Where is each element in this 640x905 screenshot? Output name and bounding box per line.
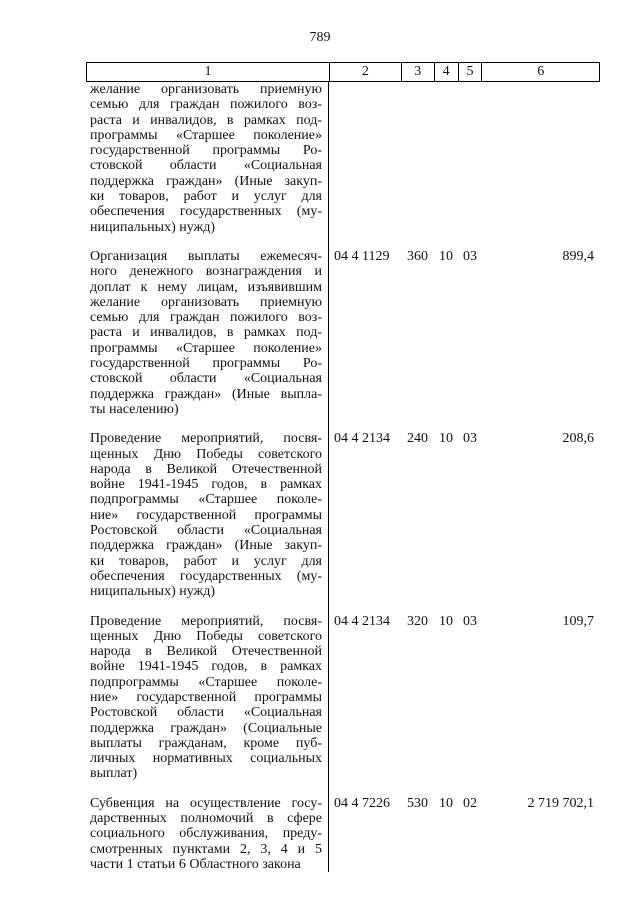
description-line: желание организовать приемную	[90, 294, 322, 310]
description-line: личных нормативных социальных	[90, 751, 322, 767]
row-description	[86, 614, 329, 782]
description-line: ного денежного вознаграждения и	[90, 264, 322, 280]
row-amount: 208,6	[562, 431, 594, 447]
row-description	[86, 82, 329, 235]
table-row	[86, 614, 600, 782]
description-line: ниципальных) нужд)	[90, 584, 215, 600]
row-code: 04 4 2134	[334, 431, 390, 447]
table-body	[86, 82, 600, 872]
description-line: Проведение мероприятий, посвя-	[90, 613, 322, 629]
header-col-1: 1	[204, 64, 212, 79]
row-subsection: 03	[463, 248, 477, 264]
table-row	[86, 431, 600, 599]
description-line: щенных Дню Победы советского	[90, 628, 322, 644]
description-line: подпрограммы «Старшее поколе-	[90, 674, 322, 690]
page-number: 789	[309, 30, 331, 45]
header-col-6: 6	[481, 63, 599, 81]
description-line: поддержка граждан» (Иные выпла-	[90, 386, 322, 402]
description-line: государственной программы Ро-	[90, 143, 322, 159]
row-expense-type: 360	[407, 248, 428, 264]
description-line: войне 1941-1945 годов, в рамках	[90, 477, 322, 493]
row-subsection: 03	[463, 431, 477, 447]
description-line: социального обслуживания, преду-	[90, 826, 322, 842]
budget-table	[86, 62, 600, 872]
description-line: обеспечения государственных (му-	[90, 204, 322, 220]
description-line: поддержка граждан» (Иные закуп-	[90, 538, 322, 554]
row-spacer	[86, 600, 600, 614]
description-line: войне 1941-1945 годов, в рамках	[90, 659, 322, 675]
description-line: Проведение мероприятий, посвя-	[90, 431, 322, 447]
description-line: ки товаров, работ и услуг для	[90, 553, 322, 569]
table-row	[86, 82, 600, 235]
description-line: народа в Великой Отечественной	[90, 644, 322, 660]
description-line: стовской области «Социальная	[90, 158, 322, 174]
description-line: стовской области «Социальная	[90, 371, 322, 387]
description-line: государственной программы Ро-	[90, 356, 322, 372]
description-line: Ростовской области «Социальная	[90, 523, 322, 539]
description-line: поддержка граждан» (Социальные	[90, 720, 322, 736]
row-section: 10	[439, 248, 453, 264]
description-line: раста и инвалидов, в рамках под-	[90, 325, 322, 341]
row-expense-type: 530	[407, 795, 428, 811]
description-line: ки товаров, работ и услуг для	[90, 189, 322, 205]
row-description	[86, 249, 329, 417]
description-line: семью для граждан пожилого воз-	[90, 97, 322, 113]
header-col-3: 3	[401, 63, 434, 81]
row-subsection: 03	[463, 613, 477, 629]
row-subsection: 02	[463, 795, 477, 811]
description-line: доплат к нему лицам, изъявившим	[90, 279, 322, 295]
row-spacer	[86, 782, 600, 796]
table-header	[86, 62, 600, 82]
row-amount: 899,4	[562, 248, 594, 264]
header-col-4: 4	[434, 63, 458, 81]
description-line: обеспечения государственных (му-	[90, 568, 322, 584]
description-line: части 1 статьи 6 Областного закона	[90, 856, 301, 872]
row-section: 10	[439, 613, 453, 629]
description-line: поддержка граждан» (Иные закуп-	[90, 173, 322, 189]
row-expense-type: 240	[407, 431, 428, 447]
row-section: 10	[439, 431, 453, 447]
description-line: подпрограммы «Старшее поколе-	[90, 492, 322, 508]
description-line: ниципальных) нужд)	[90, 219, 215, 235]
description-line: дарственных полномочий в сфере	[90, 811, 322, 827]
description-line: щенных Дню Победы советского	[90, 446, 322, 462]
table-row	[86, 249, 600, 417]
description-line: выплат)	[90, 766, 138, 782]
row-code: 04 4 2134	[334, 613, 390, 629]
row-description	[86, 796, 329, 872]
header-col-5: 5	[458, 63, 482, 81]
description-line: Ростовской области «Социальная	[90, 705, 322, 721]
description-line: семью для граждан пожилого воз-	[90, 310, 322, 326]
description-line: выплаты гражданам, кроме пуб-	[90, 735, 322, 751]
table-row	[86, 796, 600, 872]
description-line: народа в Великой Отечественной	[90, 461, 322, 477]
row-amount: 2 719 702,1	[527, 795, 594, 811]
row-section: 10	[439, 795, 453, 811]
description-line: ты населению)	[90, 401, 179, 417]
row-spacer	[86, 235, 600, 249]
description-line: смотренных пунктами 2, 3, 4 и 5	[90, 841, 322, 857]
row-code: 04 4 1129	[334, 248, 390, 264]
description-line: программы «Старшее поколение»	[90, 340, 322, 356]
row-amount: 109,7	[562, 613, 594, 629]
description-line: Субвенция на осуществление госу-	[90, 795, 322, 811]
row-code: 04 4 7226	[334, 795, 390, 811]
description-line: Организация выплаты ежемесяч-	[90, 248, 322, 264]
description-line: ние» государственной программы	[90, 507, 322, 523]
description-line: раста и инвалидов, в рамках под-	[90, 112, 322, 128]
header-col-2: 2	[329, 63, 401, 81]
row-description	[86, 431, 329, 599]
description-line: ние» государственной программы	[90, 689, 322, 705]
row-spacer	[86, 417, 600, 431]
row-expense-type: 320	[407, 613, 428, 629]
description-line: программы «Старшее поколение»	[90, 127, 322, 143]
description-line: желание организовать приемную	[90, 82, 322, 97]
